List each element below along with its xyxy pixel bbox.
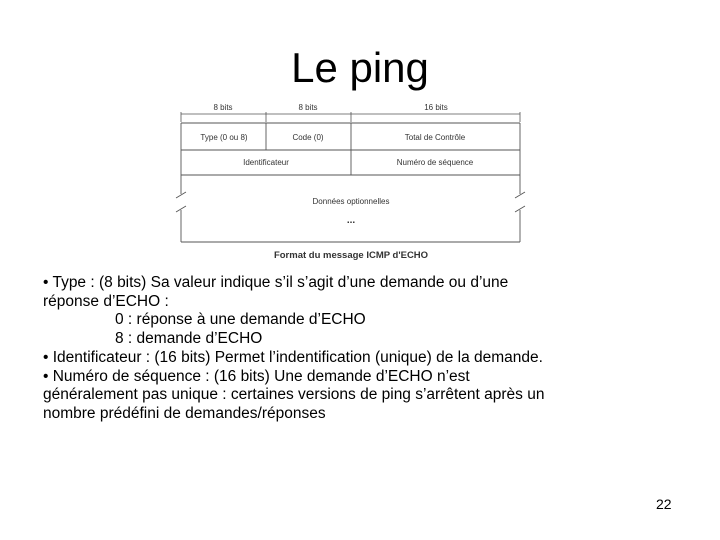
icmp-echo-format-diagram xyxy=(168,96,536,262)
width-label-checksum: 16 bits xyxy=(424,103,448,112)
field-checksum: Total de Contrôle xyxy=(404,133,466,142)
field-optional-data: Données optionnelles xyxy=(312,197,390,206)
bullet-sequence: • Numéro de séquence : (16 bits) Une demande d’ECHO n’est xyxy=(43,367,470,385)
bullet-identifier: • Identificateur : (16 bits) Permet l’indentification (unique) de la demande. xyxy=(43,348,543,366)
field-optional-data-ellipsis: ... xyxy=(346,215,356,226)
diagram-caption: Format du message ICMP d'ECHO xyxy=(273,250,429,261)
slide-title: Le ping xyxy=(291,44,429,91)
bullet-type: • Type : (8 bits) Sa valeur indique s’il s’agit d’une demande ou d’une xyxy=(43,274,509,291)
bullet-type-cont: réponse d’ECHO : xyxy=(43,292,169,310)
description-text xyxy=(43,274,603,424)
field-identifier: Identificateur xyxy=(243,158,289,167)
width-label-type: 8 bits xyxy=(213,103,233,112)
value-request: 8 : demande d’ECHO xyxy=(115,330,263,348)
page-number: 22 xyxy=(656,496,672,512)
value-reply: 0 : réponse à une demande d’ECHO xyxy=(115,311,366,329)
field-sequence-number: Numéro de séquence xyxy=(396,158,474,167)
bit-width-ruler xyxy=(181,112,520,122)
bullet-sequence-cont2: nombre prédéfini de demandes/réponses xyxy=(43,404,326,422)
bullet-sequence-cont1: généralement pas unique : certaines versions de ping s’arrêtent après un xyxy=(43,386,545,404)
field-code: Code (0) xyxy=(292,133,324,142)
field-type: Type (0 ou 8) xyxy=(200,133,248,142)
width-label-code: 8 bits xyxy=(298,103,318,112)
